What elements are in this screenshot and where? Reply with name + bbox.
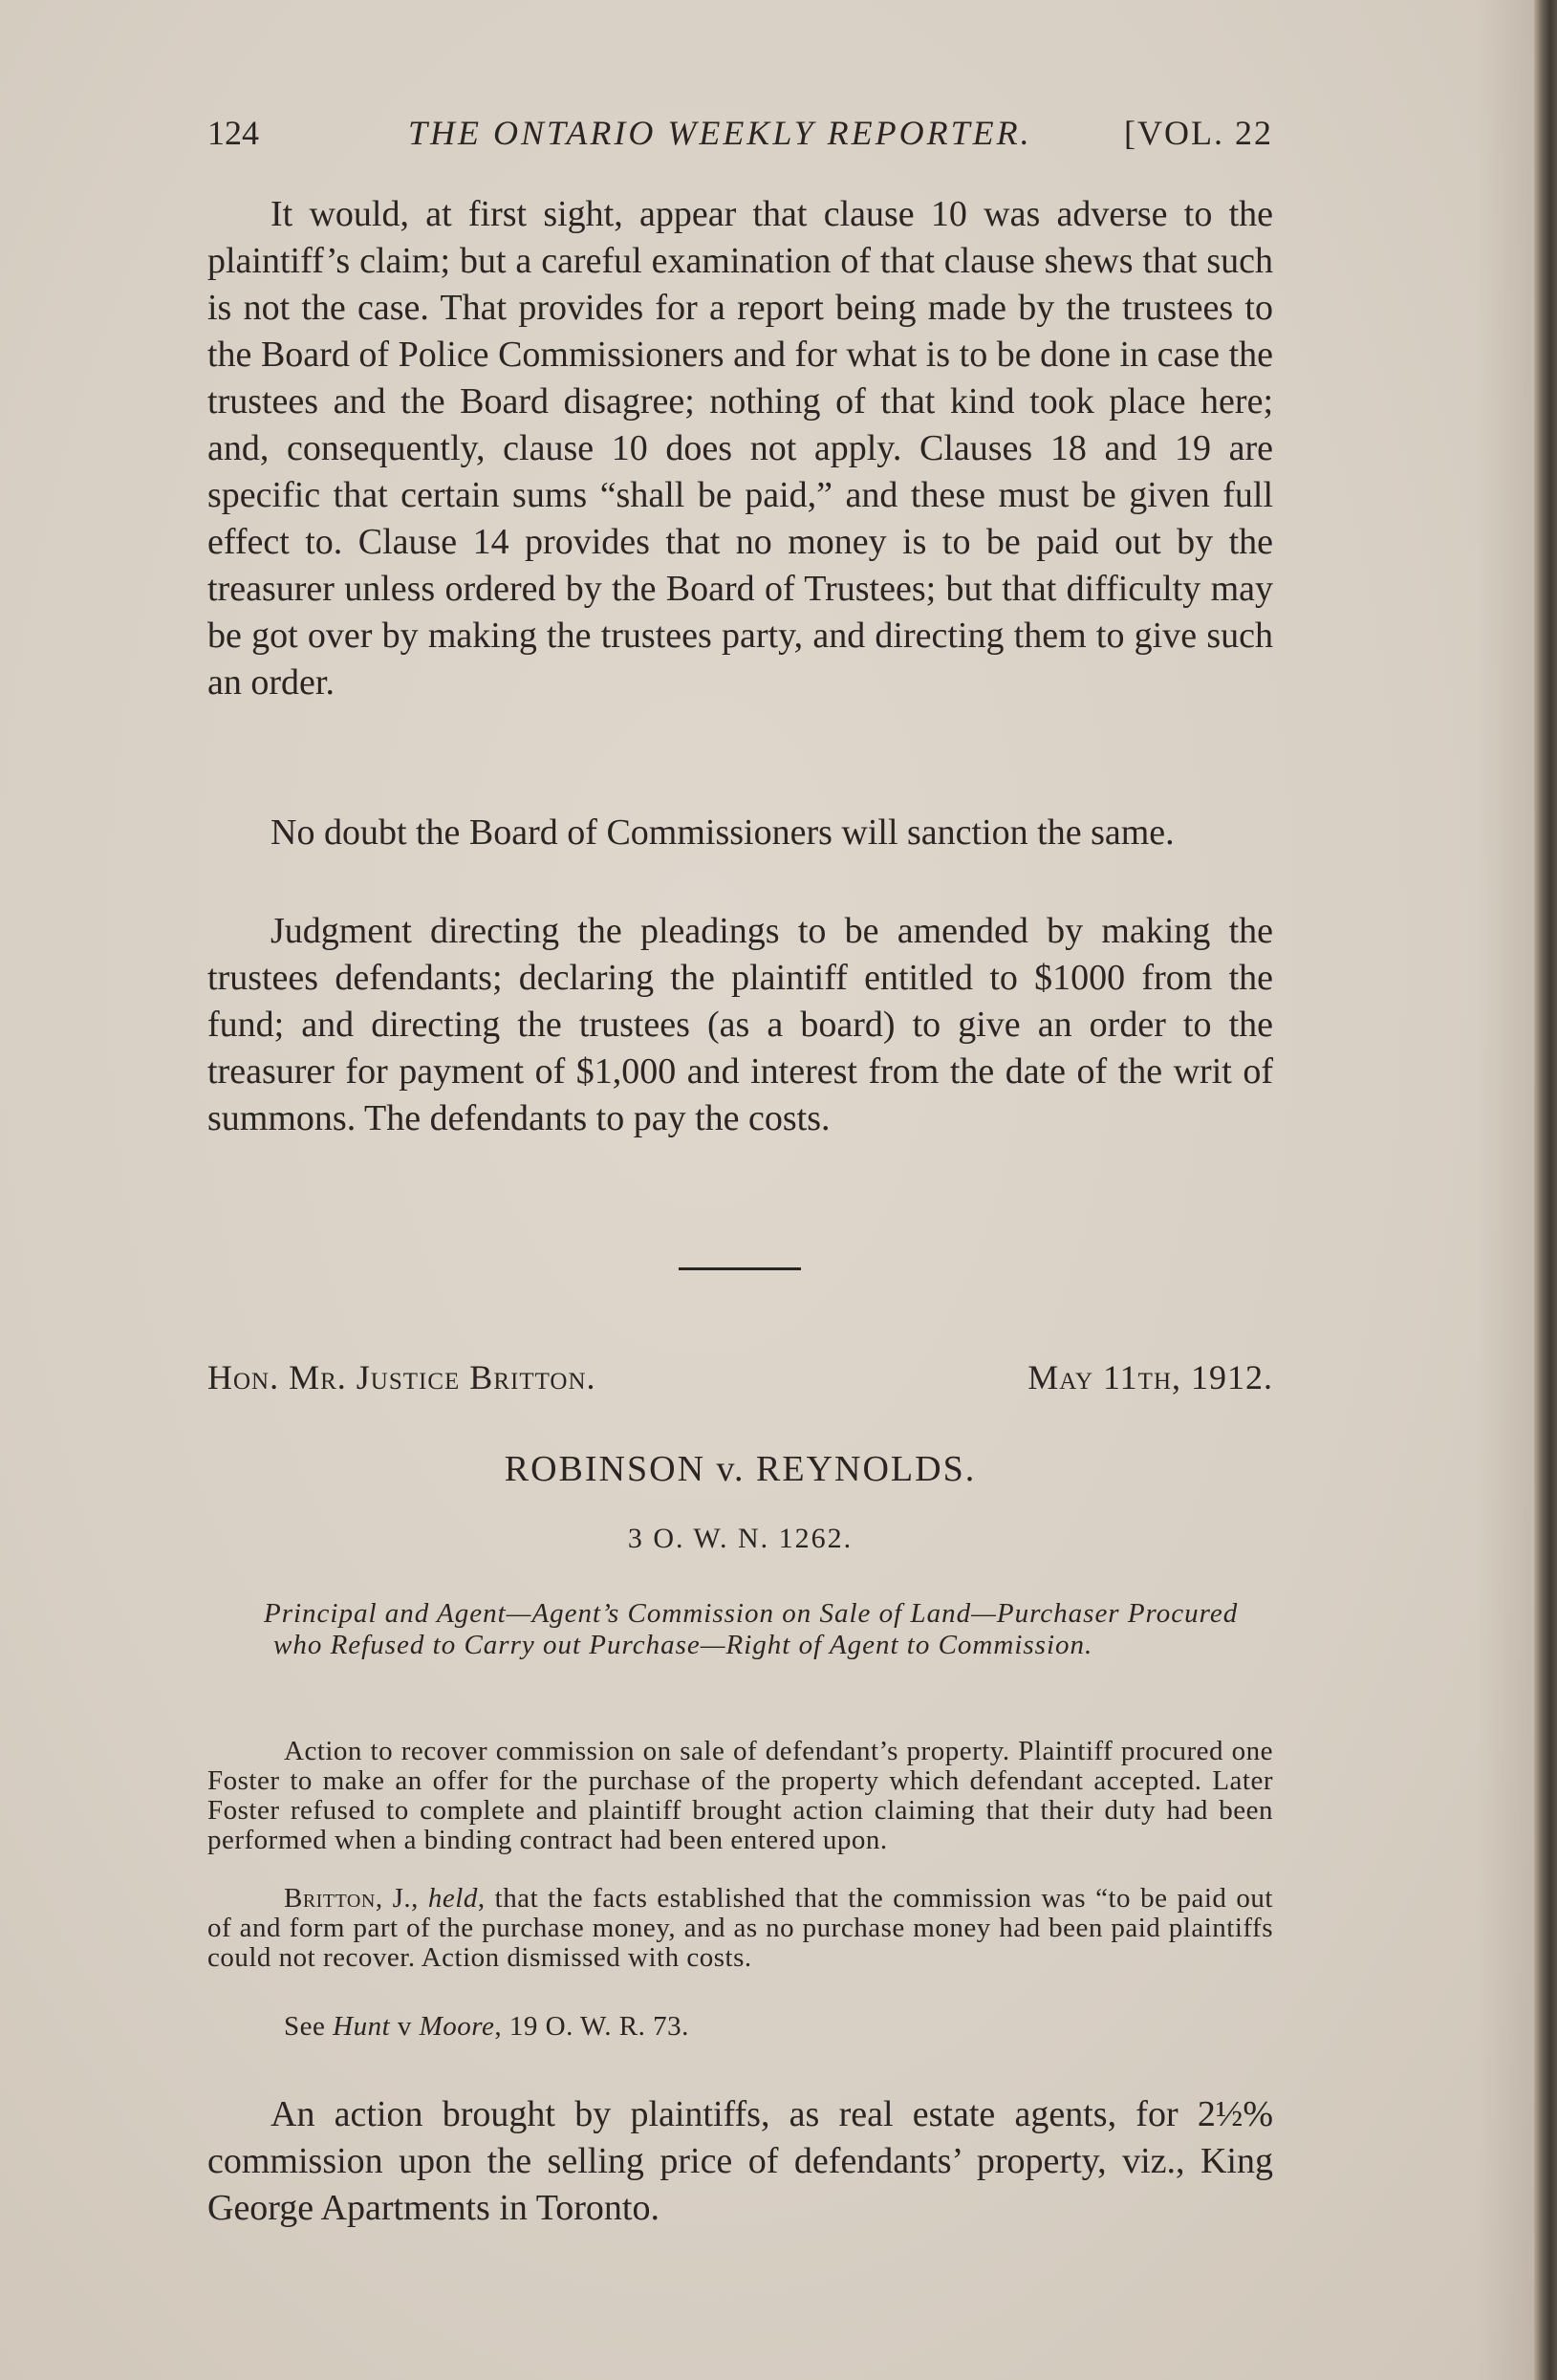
case-title: ROBINSON v. REYNOLDS. <box>504 1449 977 1489</box>
page-header <box>207 113 1273 170</box>
summary-held: held <box>427 1883 478 1914</box>
volume-label: [VOL. 22 <box>1124 114 1273 152</box>
case-citation: 3 O. W. N. 1262. <box>627 1523 854 1554</box>
cited-v: v <box>390 2011 420 2042</box>
paragraph-board-sanction: No doubt the Board of Commissioners will sanction the same. <box>270 812 1175 853</box>
summary-action: Action to recover commission on sale of defendant’s property. Plaintiff procured one Foster to make an offer for the purchase of the property which defendant accepted. Later Foster refused to complete and plaintiff brought action claiming that their duty had been performed when a binding contract had been entered upon. <box>207 1736 1273 1855</box>
cited-party-a: Hunt <box>333 2011 391 2042</box>
section-divider <box>679 1267 801 1270</box>
summary-judge-suffix: , J., <box>375 1883 428 1914</box>
see-label: See <box>284 2011 334 2042</box>
paragraph-judgment: Judgment directing the pleadings to be amended by making the trustees defendants; declaring the plaintiff entitled to $1000 from the fund; and directing the trustees (as a board) to give an order to the treasurer for payment of $1,000 and interest from the date of the writ of summons. The defendants to pay the costs. <box>207 911 1273 1138</box>
paragraph-action-brought: An action brought by plaintiffs, as real estate agents, for 2½% commission upon the selling price of defendants’ property, viz., King George Apartments in Toronto. <box>207 2094 1273 2228</box>
summary-see-also <box>207 2012 1273 2042</box>
page-edge-shadow <box>1477 0 1534 2380</box>
case-headnote: Principal and Agent—Agent’s Commission on Sale of Land—Purchaser Procured who Refused to Carry out Purchase—Right of Agent to Commission. <box>264 1598 1239 1660</box>
paragraph-clause-10: It would, at first sight, appear that clause 10 was adverse to the plaintiff’s claim; but a careful examination of that clause shews that such is not the case. That provides for a report being made by the trustees to the Board of Police Commissioners and for what is to be done in case the trustees and the Board disagree; nothing of that kind took place here; and, consequently, clause 10 does not apply. Clauses 18 and 19 are specific that certain sums “shall be paid,” and these must be given full effect to. Clause 14 provides that no money is to be paid out by the treasurer unless ordered by the Board of Trustees; but that difficulty may be got over by making the trustees party, and directing them to give such an order. <box>207 194 1273 703</box>
cited-party-b: Moore <box>419 2011 495 2042</box>
page-edge <box>1534 0 1557 2380</box>
page-number: 124 <box>207 114 259 152</box>
cited-reference: , 19 O. W. R. 73. <box>494 2011 689 2042</box>
summary-holding <box>207 1884 1273 1973</box>
running-title: THE ONTARIO WEEKLY REPORTER. <box>408 114 1032 152</box>
decision-date: May 11th, 1912. <box>1027 1358 1273 1396</box>
judge-name: Hon. Mr. Justice Britton. <box>207 1358 596 1396</box>
summary-judge: Britton <box>284 1883 376 1914</box>
summary-holding-text: , that the facts established that the commission was “to be paid out of and form part of the purchase money, and as no purchase money had been paid plaintiffs could not recover. Action dismissed with costs. <box>207 1883 1273 1973</box>
